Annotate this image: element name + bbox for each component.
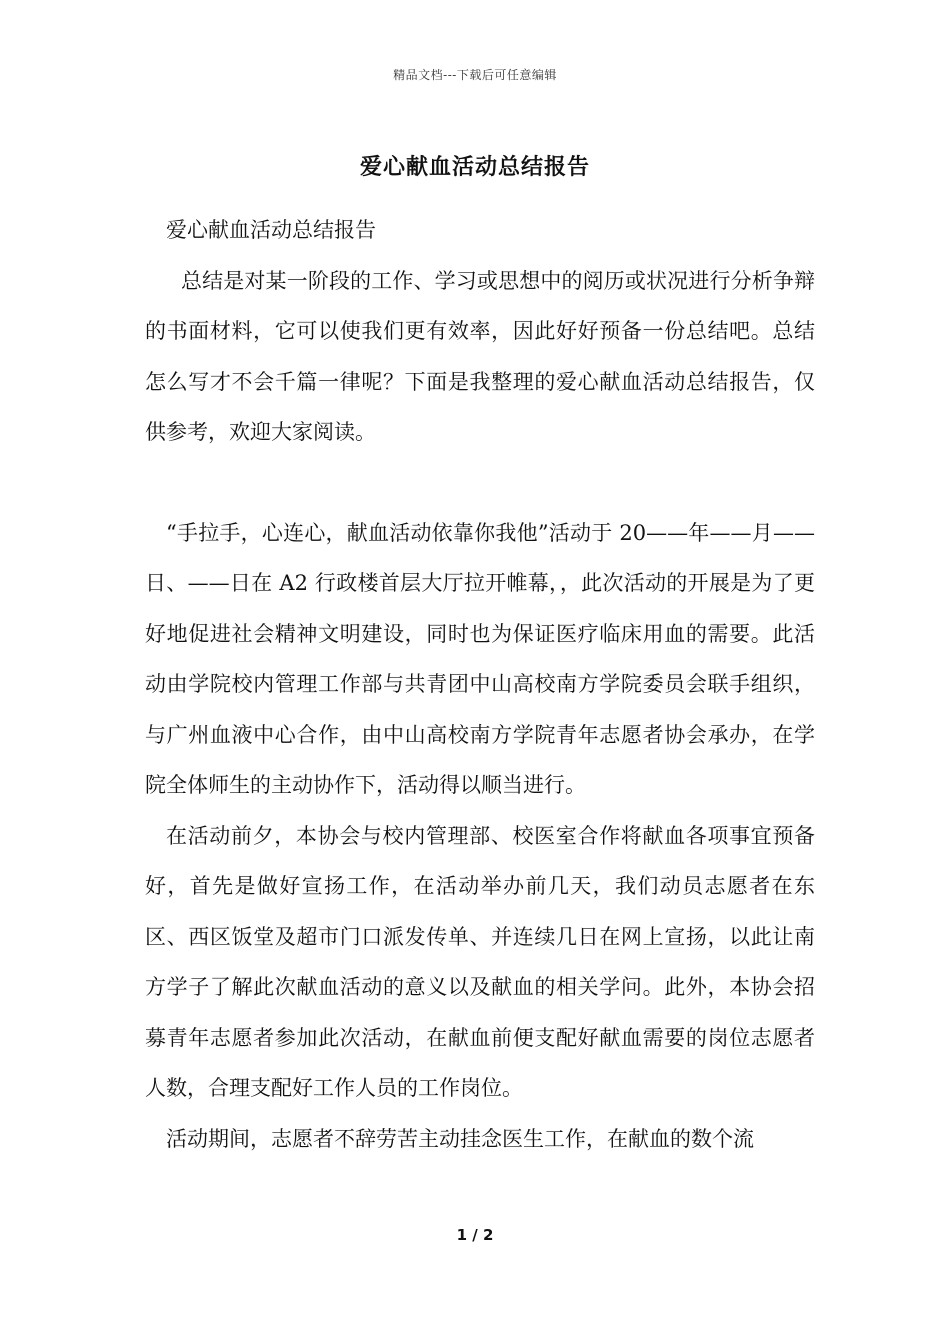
paragraph-during: 活动期间，志愿者不辞劳苦主动挂念医生工作，在献血的数个流: [166, 1126, 754, 1151]
paragraph-spacer: [145, 458, 815, 508]
page-indicator: 1 / 2: [456, 1226, 494, 1244]
document-subtitle: 爱心献血活动总结报告: [166, 218, 376, 242]
header-note: 精品文档---下载后可任意编辑: [393, 68, 557, 82]
document-title: 爱心献血活动总结报告: [359, 154, 590, 180]
paragraph-activity: “手拉手，心连心，献血活动依靠你我他”活动于 20——年——月——日、——日在 A2 行政楼首层大厅拉开帷幕，，此次活动的开展是为了更好地促进社会精神文明建设，同时也为保证医疗临床用血的需要。此活动由学院校内管理工作部与共青团中山高校南方学院委员会联手组织，与广州血液中心合作，由中山高校南方学院青年志愿者协会承办，在学院全体师生的主动协作下，活动得以顺当进行。: [145, 520, 815, 797]
paragraph-intro: 总结是对某一阶段的工作、学习或思想中的阅历或状况进行分析争辩的书面材料，它可以使我们更有效率，因此好好预备一份总结吧。总结怎么写才不会千篇一律呢？下面是我整理的爱心献血活动总结报告，仅供参考，欢迎大家阅读。: [145, 268, 815, 444]
document-body: [145, 205, 815, 1164]
paragraph-preparation: 在活动前夕，本协会与校内管理部、校医室合作将献血各项事宜预备好，首先是做好宣扬工作，在活动举办前几天，我们动员志愿者在东区、西区饭堂及超市门口派发传单、并连续几日在网上宣扬，以此让南方学子了解此次献血活动的意义以及献血的相关学问。此外，本协会招募青年志愿者参加此次活动，在献血前便支配好献血需要的岗位志愿者人数，合理支配好工作人员的工作岗位。: [145, 823, 815, 1100]
